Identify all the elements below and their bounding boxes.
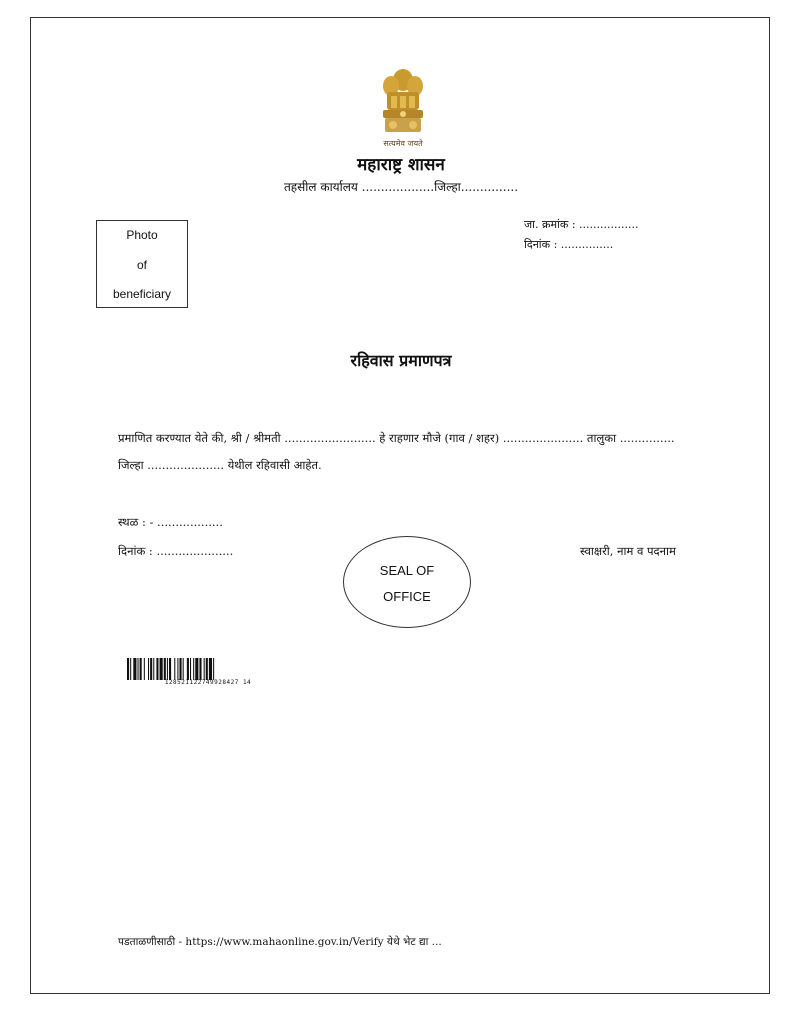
reference-number: जा. क्रमांक : ................. bbox=[524, 218, 639, 231]
seal-line-1: SEAL OF bbox=[379, 563, 435, 578]
photo-line-3: beneficiary bbox=[112, 287, 172, 301]
photo-placeholder bbox=[96, 220, 188, 308]
office-line: तहसील कार्यालय ...................जिल्हा............... bbox=[283, 180, 519, 194]
certificate-title: रहिवास प्रमाणपत्र bbox=[350, 351, 452, 370]
office-seal bbox=[343, 536, 471, 628]
photo-line-1: Photo bbox=[126, 228, 158, 242]
certificate-body-line-2: जिल्हा ..................... येथील रहिवासी आहेत. bbox=[118, 458, 322, 472]
date-field: दिनांक : ..................... bbox=[118, 544, 234, 558]
reference-date: दिनांक : ............... bbox=[524, 238, 614, 251]
signature-label: स्वाक्षरी, नाम व पदनाम bbox=[580, 544, 676, 558]
place-field: स्थळ : - .................. bbox=[118, 515, 223, 529]
government-title: महाराष्ट्र शासन bbox=[357, 155, 445, 175]
seal-line-2: OFFICE bbox=[383, 589, 431, 604]
certificate-body-line-1: प्रमाणित करण्यात येते की, श्री / श्रीमती ......................... हे राहणार मौजे (गाव / शहर) ...................... तालुका ............... bbox=[118, 431, 675, 445]
verify-note: पडताळणीसाठी - https://www.mahaonline.gov.in/Verify येथे भेट द्या ... bbox=[118, 936, 442, 948]
photo-line-2: of bbox=[136, 258, 147, 272]
barcode-number: 128521122749928427 14 bbox=[164, 679, 252, 686]
certificate-page bbox=[30, 17, 770, 994]
emblem-motto: सत्यमेव जयते bbox=[383, 139, 423, 148]
national-emblem-icon bbox=[375, 66, 431, 138]
